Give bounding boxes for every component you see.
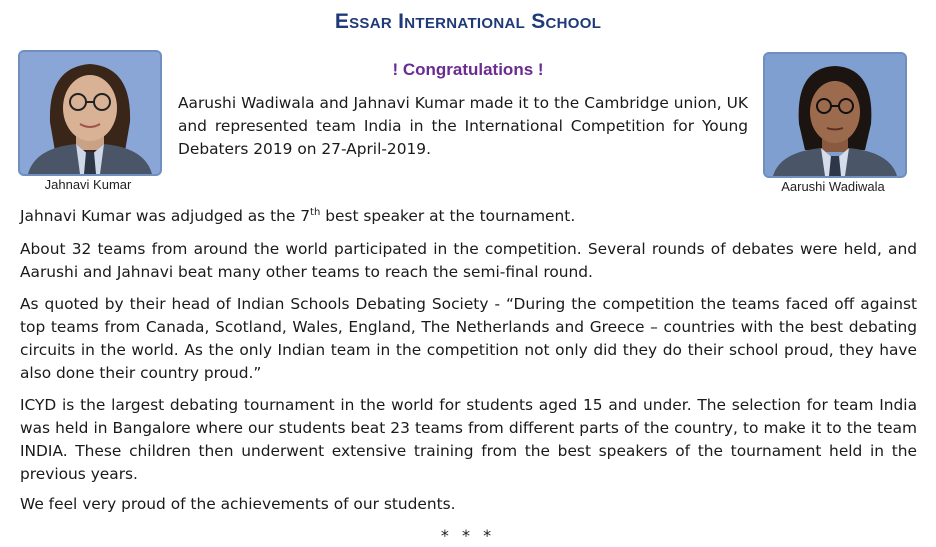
closing-paragraph: We feel very proud of the achievements of our students. — [20, 495, 456, 513]
icyd-paragraph: ICYD is the largest debating tournament in the world for students aged 15 and under. The selection for team India was held in Bangalore where our students beat 23 teams from different parts of the country, to make it to the team INDIA. These children then underwent extensive training from the best speakers of the tournament held in the previous years. — [20, 396, 917, 483]
photo-caption-left: Jahnavi Kumar — [44, 177, 132, 192]
section-end-stars: * * * — [440, 526, 496, 545]
intro-paragraph: Aarushi Wadiwala and Jahnavi Kumar made it to the Cambridge union, UK and represented team India in the International Competition for Young Debaters 2019 on 27-April-2019. — [178, 94, 748, 158]
page-title: Essar International School — [334, 10, 602, 33]
best-speaker-paragraph — [20, 205, 917, 228]
best-speaker-text: Jahnavi Kumar was adjudged as the 7 — [20, 207, 311, 225]
photo-caption-right: Aarushi Wadiwala — [781, 179, 885, 194]
best-speaker-text-end: best speaker at the tournament. — [320, 207, 576, 225]
teams-paragraph: About 32 teams from around the world participated in the competition. Several rounds of debates were held, and Aarushi and Jahnavi beat many other teams to reach the semi-final round. — [20, 240, 917, 281]
ordinal-suffix: th — [310, 206, 321, 218]
congratulations-heading: ! Congratulations ! — [392, 60, 544, 79]
quote-paragraph: As quoted by their head of Indian Schools Debating Society - “During the competition the teams faced off against top teams from Canada, Scotland, Wales, England, The Netherlands and Greece – countries with the best debating circuits in the world. As the only Indian team in the competition not only did they do their school proud, they have also done their country proud.” — [20, 295, 917, 382]
